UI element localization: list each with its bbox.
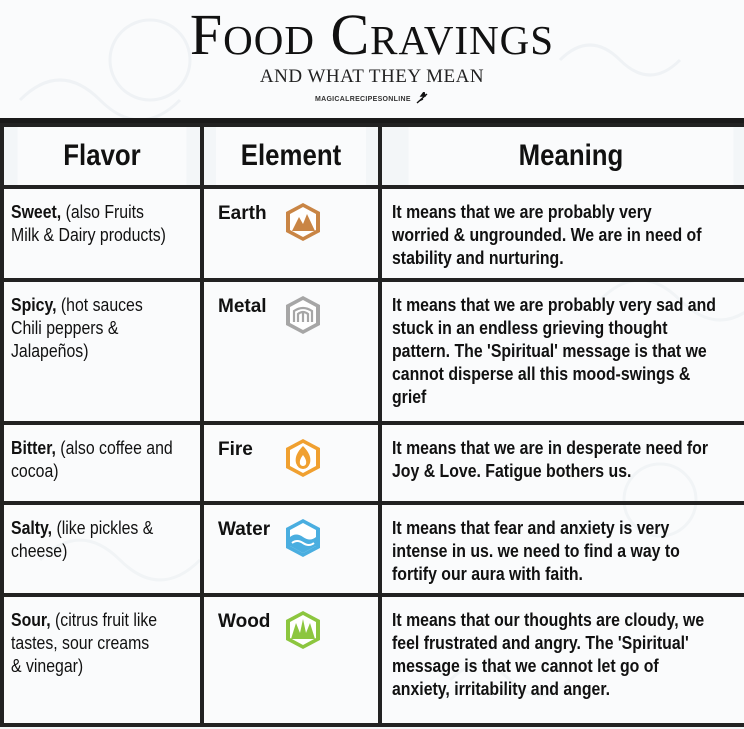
meaning-line: stuck in an endless grieving thought xyxy=(392,318,668,338)
table-header-row xyxy=(2,125,744,187)
flavor-detail: tastes, sour creams xyxy=(11,633,150,653)
flavor-name: Spicy, xyxy=(11,295,57,315)
flavor-name: Salty, xyxy=(11,518,53,538)
flavor-name: Sour, xyxy=(11,610,51,630)
table-row xyxy=(2,187,744,280)
table-row xyxy=(2,595,744,725)
table-row xyxy=(2,423,744,503)
meaning-line: pattern. The 'Spiritual' message is that we xyxy=(392,341,707,361)
meaning-line: It means that we are in desperate need for xyxy=(392,438,709,458)
element-cell xyxy=(202,423,380,503)
column-header-meaning: Meaning xyxy=(407,125,736,187)
element-cell xyxy=(202,280,380,423)
meaning-line: It means that fear and anxiety is very xyxy=(392,518,670,538)
earth-mountain-icon xyxy=(284,201,322,243)
flavor-cell xyxy=(2,423,202,503)
wood-tree-icon xyxy=(284,609,322,651)
fire-icon xyxy=(284,437,322,479)
water-wave-icon xyxy=(284,517,322,559)
poster-title: Food Cravings xyxy=(189,2,555,67)
flavor-cell xyxy=(2,503,202,595)
element-label: Metal xyxy=(218,296,267,317)
meaning-line: worried & ungrounded. We are in need of xyxy=(392,225,702,245)
flavor-detail: (hot sauces xyxy=(56,295,143,315)
meaning-line: It means that we are probably very sad and xyxy=(392,295,716,315)
element-label: Fire xyxy=(218,439,253,460)
meaning-line: stability and nurturing. xyxy=(392,248,564,268)
brand-name: MAGICALRECIPESONLINE xyxy=(314,96,411,103)
meaning-cell xyxy=(380,423,744,503)
flavor-cell xyxy=(2,595,202,725)
element-label: Earth xyxy=(218,203,267,224)
flavor-detail: Milk & Dairy products) xyxy=(11,225,166,245)
flavor-name: Sweet, xyxy=(11,202,62,222)
metal-icon xyxy=(284,294,322,336)
flavor-detail: cocoa) xyxy=(11,461,59,481)
flavor-detail: (also coffee and xyxy=(55,438,173,458)
meaning-line: grief xyxy=(392,387,427,407)
table-row xyxy=(2,280,744,423)
flavor-cell xyxy=(2,280,202,423)
meaning-line: It means that our thoughts are cloudy, we xyxy=(392,610,705,630)
meaning-line: It means that we are probably very xyxy=(392,202,652,222)
flavor-detail: cheese) xyxy=(11,541,68,561)
element-cell xyxy=(202,595,380,725)
element-label: Water xyxy=(218,519,271,540)
meaning-line: cannot disperse all this mood-swings & xyxy=(392,364,691,384)
meaning-line: message is that we cannot let go of xyxy=(392,656,659,676)
meaning-line: Joy & Love. Fatigue bothers us. xyxy=(392,461,632,481)
meaning-line: feel frustrated and angry. The 'Spiritual' xyxy=(392,633,689,653)
meaning-cell xyxy=(380,187,744,280)
flavor-detail: & vinegar) xyxy=(11,656,84,676)
cravings-table xyxy=(0,123,744,727)
meaning-cell xyxy=(380,595,744,725)
flavor-detail: Chili peppers & xyxy=(11,318,119,338)
flavor-name: Bitter, xyxy=(11,438,56,458)
witch-icon xyxy=(415,92,429,104)
poster-subtitle: AND WHAT THEY MEAN xyxy=(259,66,485,87)
meaning-line: intense in us. we need to find a way to xyxy=(392,541,680,561)
column-header-flavor: Flavor xyxy=(16,125,188,187)
meaning-cell xyxy=(380,503,744,595)
flavor-detail: Jalapeños) xyxy=(11,341,89,361)
flavor-detail: (citrus fruit like xyxy=(50,610,158,630)
brand-logo xyxy=(0,92,744,104)
poster-header xyxy=(0,0,744,118)
column-header-element: Element xyxy=(214,125,367,187)
meaning-line: anxiety, irritability and anger. xyxy=(392,679,611,699)
element-cell xyxy=(202,503,380,595)
element-cell xyxy=(202,187,380,280)
flavor-detail: (also Fruits xyxy=(61,202,144,222)
flavor-cell xyxy=(2,187,202,280)
meaning-cell xyxy=(380,280,744,423)
meaning-line: fortify our aura with faith. xyxy=(392,564,583,584)
element-label: Wood xyxy=(218,611,271,632)
table-row xyxy=(2,503,744,595)
flavor-detail: (like pickles & xyxy=(52,518,154,538)
